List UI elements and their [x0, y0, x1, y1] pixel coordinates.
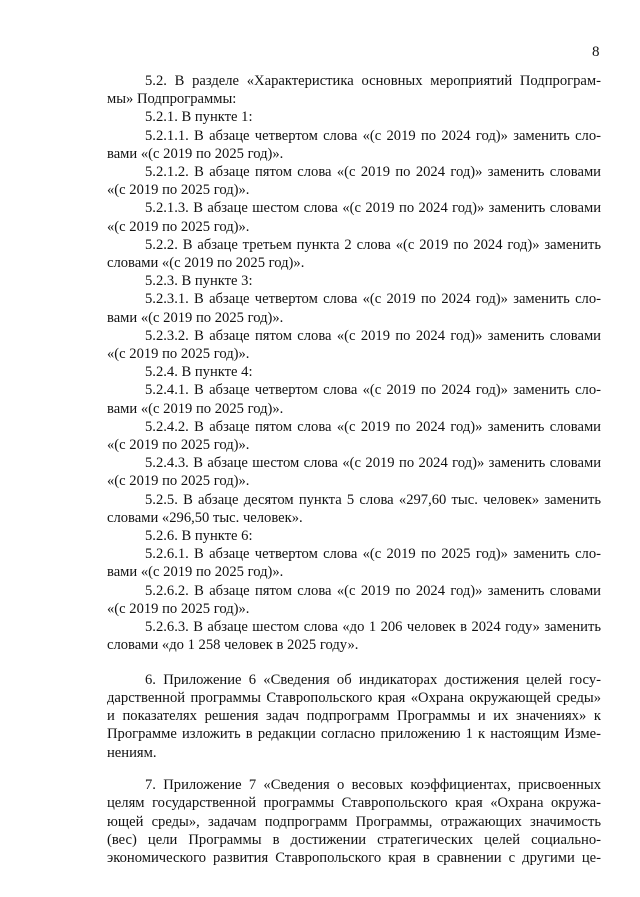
text-line: дарственной программы Ставропольского края «Охрана окружающей среды»: [107, 690, 601, 706]
text-line: «(с 2019 по 2025 год)».: [107, 437, 250, 453]
text-line: вами «(с 2019 по 2025 год)».: [107, 310, 284, 326]
text-line: 5.2.3.2. В абзаце пятом слова «(с 2019 по 2024 год)» заменить словами: [145, 328, 601, 344]
text-line: целям государственной программы Ставропольского края «Охрана окружа-: [107, 795, 601, 811]
text-line: вами «(с 2019 по 2025 год)».: [107, 146, 284, 162]
text-line: 6. Приложение 6 «Сведения об индикаторах достижения целей госу-: [145, 672, 601, 688]
text-line: 5.2.1.2. В абзаце пятом слова «(с 2019 по 2024 год)» заменить словами: [145, 164, 601, 180]
text-line: экономического развития Ставропольского края в сравнении с другими це-: [107, 850, 601, 866]
text-line: «(с 2019 по 2025 год)».: [107, 219, 250, 235]
text-line: 5.2.6. В пункте 6:: [145, 528, 253, 544]
text-line: 5.2.4.1. В абзаце четвертом слова «(с 2019 по 2024 год)» заменить сло-: [145, 382, 601, 398]
text-line: 5.2.4. В пункте 4:: [145, 364, 253, 380]
text-line: 5.2.4.2. В абзаце пятом слова «(с 2019 по 2024 год)» заменить словами: [145, 419, 601, 435]
text-line: словами «(с 2019 по 2025 год)».: [107, 255, 305, 271]
text-line: «(с 2019 по 2025 год)».: [107, 182, 250, 198]
text-line: 5.2.6.3. В абзаце шестом слова «до 1 206 человек в 2024 году» заменить: [145, 619, 601, 635]
text-line: 5.2.1.1. В абзаце четвертом слова «(с 2019 по 2024 год)» заменить сло-: [145, 128, 601, 144]
text-line: ющей среды», задачам подпрограмм Программы, отражающих значимость: [107, 814, 601, 830]
text-line: «(с 2019 по 2025 год)».: [107, 346, 250, 362]
text-line: 5.2.4.3. В абзаце шестом слова «(с 2019 по 2024 год)» заменить словами: [145, 455, 601, 471]
text-line: 5.2.1.3. В абзаце шестом слова «(с 2019 по 2024 год)» заменить словами: [145, 200, 601, 216]
text-line: 5.2.3. В пункте 3:: [145, 273, 253, 289]
text-line: словами «296,50 тыс. человек».: [107, 510, 303, 526]
text-line: 7. Приложение 7 «Сведения о весовых коэффициентах, присвоенных: [145, 777, 601, 793]
text-line: «(с 2019 по 2025 год)».: [107, 473, 250, 489]
text-line: и показателях решения задач подпрограмм Программы и их значениях» к: [107, 708, 601, 724]
text-line: нениям.: [107, 745, 157, 761]
text-line: 5.2.3.1. В абзаце четвертом слова «(с 2019 по 2024 год)» заменить сло-: [145, 291, 601, 307]
text-line: вами «(с 2019 по 2025 год)».: [107, 564, 284, 580]
text-line: мы» Подпрограммы:: [107, 91, 237, 107]
text-line: 5.2.2. В абзаце третьем пункта 2 слова «(с 2019 по 2024 год)» заменить: [145, 237, 601, 253]
text-line: 5.2. В разделе «Характеристика основных мероприятий Подпрограм-: [145, 73, 601, 89]
text-line: 5.2.5. В абзаце десятом пункта 5 слова «297,60 тыс. человек» заменить: [145, 492, 601, 508]
text-line: 5.2.1. В пункте 1:: [145, 109, 253, 125]
text-line: «(с 2019 по 2025 год)».: [107, 601, 250, 617]
text-line: 5.2.6.1. В абзаце четвертом слова «(с 2019 по 2025 год)» заменить сло-: [145, 546, 601, 562]
text-line: словами «до 1 258 человек в 2025 году».: [107, 637, 359, 653]
text-line: Программе изложить в редакции согласно приложению 1 к настоящим Изме-: [107, 726, 601, 742]
text-line: (вес) цели Программы в достижении стратегических целей социально-: [107, 832, 601, 848]
text-line: 5.2.6.2. В абзаце пятом слова «(с 2019 по 2024 год)» заменить словами: [145, 583, 601, 599]
page-number: 8: [592, 44, 600, 60]
text-line: вами «(с 2019 по 2025 год)».: [107, 401, 284, 417]
